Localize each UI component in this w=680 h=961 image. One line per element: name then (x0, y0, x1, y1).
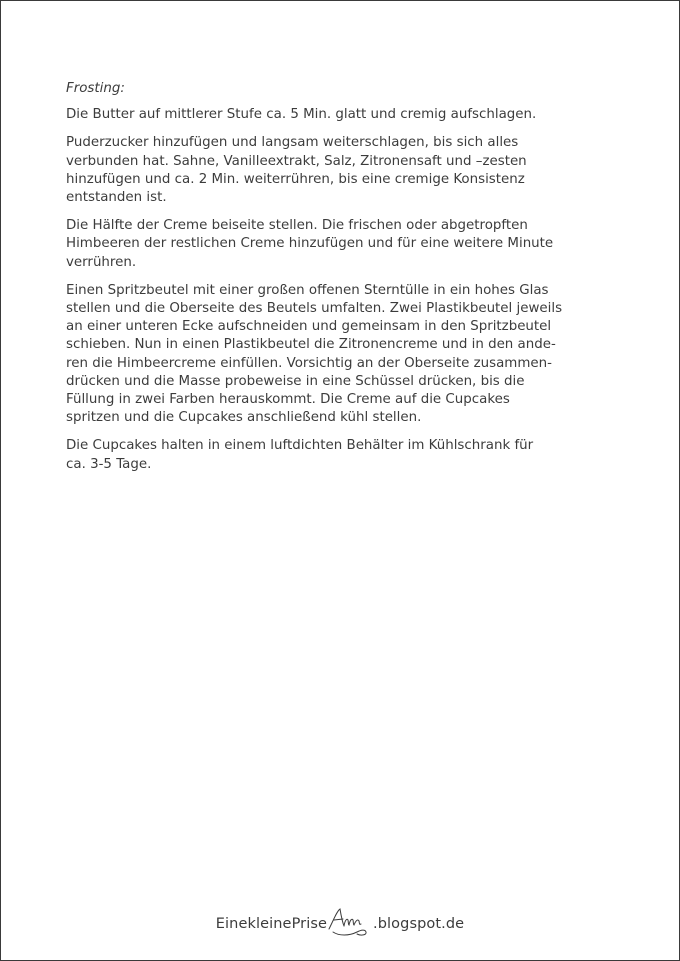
paragraph-line: ren die Himbeercreme einfüllen. Vorsichtig an der Oberseite zusammen- (66, 355, 552, 371)
paragraph-line: stellen und die Oberseite des Beutels umfalten. Zwei Plastikbeutel jeweils (66, 301, 563, 317)
paragraph (66, 437, 621, 473)
paragraph-line: Himbeeren der restlichen Creme hinzufügen und für eine weitere Minute (66, 236, 554, 252)
paragraph (66, 282, 621, 428)
signature-logo (325, 905, 375, 939)
footer-suffix: .blogspot.de (373, 916, 465, 932)
paragraph-line: ca. 3-5 Tage. (66, 456, 152, 472)
paragraph (66, 106, 621, 124)
paragraph-line: entstanden ist. (66, 190, 167, 206)
paragraph-line: Die Cupcakes halten in einem luftdichten Behälter im Kühlschrank für (66, 438, 534, 454)
paragraph-line: Die Hälfte der Creme beiseite stellen. Die frischen oder abgetropften (66, 218, 528, 234)
footer-prefix: EinekleinePrise (215, 916, 328, 932)
paragraph-line: Füllung in zwei Farben herauskommt. Die Creme auf die Cupcakes (66, 392, 510, 408)
paragraph-line: Einen Spritzbeutel mit einer großen offenen Sterntülle in ein hohes Glas (66, 282, 549, 298)
paragraph-line: verrühren. (66, 254, 137, 270)
paragraph-line: schieben. Nun in einen Plastikbeutel die Zitronencreme und in den ande- (66, 337, 556, 353)
paragraph-list (66, 106, 621, 474)
paragraph-line: Puderzucker hinzufügen und langsam weiterschlagen, bis sich alles (66, 135, 519, 151)
paragraph-line: spritzen und die Cupcakes anschließend kühl stellen. (66, 410, 422, 426)
paragraph-line: hinzufügen und ca. 2 Min. weiterrühren, bis eine cremige Konsistenz (66, 171, 525, 187)
paragraph-line: Die Butter auf mittlerer Stufe ca. 5 Min. glatt und cremig aufschlagen. (66, 107, 537, 123)
paragraph (66, 134, 621, 207)
paragraph-line: verbunden hat. Sahne, Vanilleextrakt, Salz, Zitronensaft und –zesten (66, 153, 527, 169)
recipe-content (66, 80, 621, 484)
section-heading: Frosting: (66, 81, 125, 96)
footer-blog-url (1, 907, 679, 941)
paragraph-line: an einer unteren Ecke aufschneiden und gemeinsam in den Spritzbeutel (66, 319, 552, 335)
paragraph (66, 217, 621, 272)
paragraph-line: drücken und die Masse probeweise in eine Schüssel drücken, bis die (66, 373, 525, 389)
